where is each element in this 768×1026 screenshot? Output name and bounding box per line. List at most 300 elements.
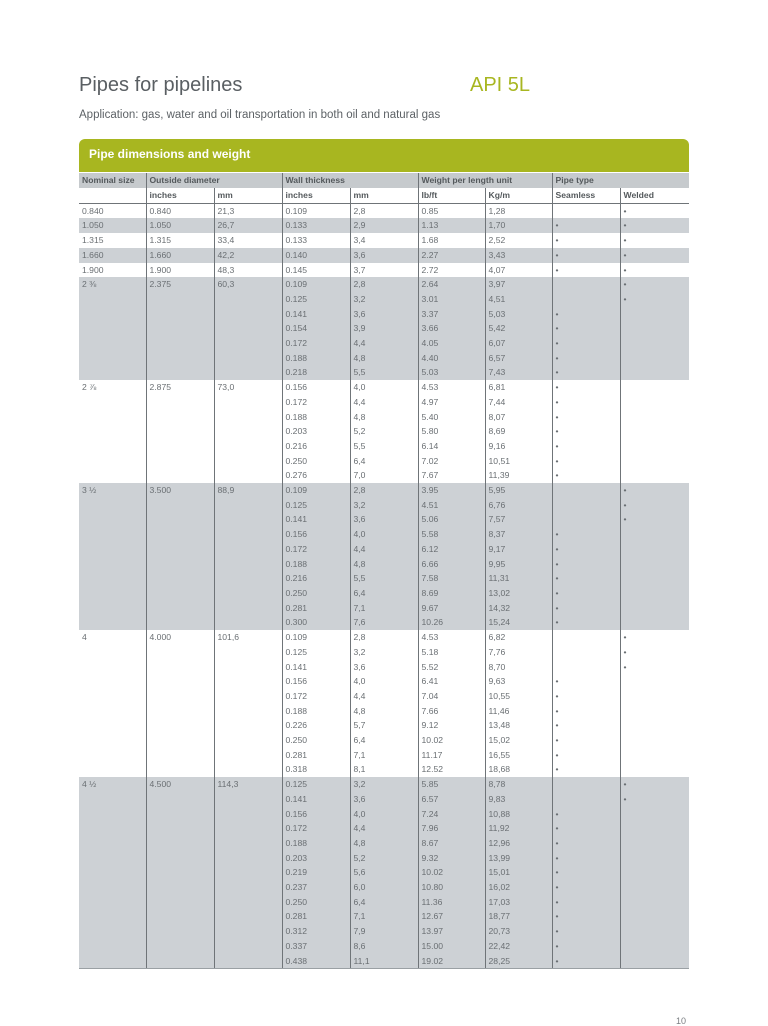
cell-nominal-size: 1.315 [82,235,104,246]
cell-lb-ft: 7.04 [418,689,485,704]
subheader-od-mm: mm [214,188,282,203]
cell-lb-ft: 4.40 [418,351,485,366]
cell-wt-mm: 3,6 [350,660,418,675]
cell-od-mm: 73,0 [214,380,282,395]
subheader-wt-inches: inches [282,188,350,203]
header-weight-per-length: Weight per length unit [418,173,552,188]
cell-od-mm [214,718,282,733]
cell-wt-inches: 0.281 [282,748,350,763]
cell-kg-m: 13,02 [485,586,552,601]
cell-wt-mm: 5,5 [350,365,418,380]
cell-od-mm [214,586,282,601]
cell-wt-inches: 0.156 [282,807,350,822]
cell-od-inches [146,351,214,366]
cell-nominal-size [79,939,146,954]
cell-welded [620,748,689,763]
cell-kg-m: 5,42 [485,321,552,336]
cell-lb-ft: 15.00 [418,939,485,954]
cell-seamless: • [552,468,620,483]
cell-welded [620,439,689,454]
cell-nominal-size [79,601,146,616]
cell-lb-ft: 1.13 [418,218,485,233]
cell-seamless: • [552,807,620,822]
table-row [79,586,689,601]
cell-od-mm [214,365,282,380]
cell-wt-inches: 0.250 [282,733,350,748]
cell-od-inches [146,865,214,880]
cell-nominal-size [79,718,146,733]
cell-wt-inches: 0.141 [282,792,350,807]
cell-welded [620,762,689,777]
cell-od-inches [146,954,214,969]
cell-wt-inches: 0.141 [282,660,350,675]
table-row [79,660,689,675]
cell-wt-inches: 0.216 [282,571,350,586]
table-row [79,718,689,733]
cell-kg-m: 10,88 [485,807,552,822]
cell-kg-m: 8,70 [485,660,552,675]
cell-seamless [552,483,620,498]
cell-wt-mm: 3,6 [350,307,418,322]
cell-od-mm: 88,9 [214,483,282,498]
cell-welded [620,527,689,542]
table-row [79,704,689,719]
cell-lb-ft: 7.58 [418,571,485,586]
table-row [79,630,689,645]
cell-od-inches [146,836,214,851]
cell-od-inches [146,748,214,763]
cell-welded: • [620,660,689,675]
cell-lb-ft: 3.37 [418,307,485,322]
cell-lb-ft: 4.05 [418,336,485,351]
cell-lb-ft: 5.58 [418,527,485,542]
cell-nominal-size [79,836,146,851]
cell-seamless: • [552,689,620,704]
cell-od-inches [146,527,214,542]
cell-kg-m: 22,42 [485,939,552,954]
page-number: 10 [676,1016,687,1026]
cell-wt-mm: 2,8 [350,277,418,292]
cell-od-mm [214,527,282,542]
cell-kg-m: 5,03 [485,307,552,322]
cell-nominal-size [79,410,146,425]
cell-wt-inches: 0.188 [282,351,350,366]
cell-lb-ft: 4.53 [418,380,485,395]
cell-welded: • [620,233,689,248]
cell-welded [620,851,689,866]
cell-wt-inches: 0.109 [282,203,350,218]
cell-welded [620,718,689,733]
table-row [79,512,689,527]
cell-wt-inches: 0.141 [282,307,350,322]
cell-nominal-size [79,498,146,513]
cell-kg-m: 15,02 [485,733,552,748]
cell-lb-ft: 6.12 [418,542,485,557]
cell-wt-mm: 5,7 [350,718,418,733]
cell-nominal-size: 4 [82,632,87,643]
cell-kg-m: 2,52 [485,233,552,248]
cell-od-mm [214,939,282,954]
cell-lb-ft: 4.97 [418,395,485,410]
cell-wt-inches: 0.140 [282,248,350,263]
cell-od-inches [146,615,214,630]
cell-seamless [552,645,620,660]
cell-od-mm [214,307,282,322]
cell-od-inches [146,468,214,483]
cell-lb-ft: 5.52 [418,660,485,675]
subheader-od-inches: inches [146,188,214,203]
cell-lb-ft: 8.69 [418,586,485,601]
cell-od-inches [146,851,214,866]
cell-seamless: • [552,395,620,410]
table-subheader [79,188,689,203]
cell-lb-ft: 7.66 [418,704,485,719]
cell-welded [620,454,689,469]
cell-welded: • [620,792,689,807]
cell-seamless: • [552,909,620,924]
cell-od-inches [146,909,214,924]
cell-od-mm [214,424,282,439]
cell-nominal-size [79,542,146,557]
cell-wt-inches: 0.226 [282,718,350,733]
cell-od-mm [214,395,282,410]
cell-welded: • [620,277,689,292]
cell-lb-ft: 7.24 [418,807,485,822]
cell-nominal-size: 1.660 [79,248,146,263]
cell-welded [620,601,689,616]
table-row [79,689,689,704]
cell-od-inches [146,792,214,807]
cell-od-mm [214,836,282,851]
cell-wt-inches: 0.300 [282,615,350,630]
page-title: Pipes for pipelines [79,74,243,96]
table-row [79,777,689,792]
cell-seamless: • [552,321,620,336]
cell-od-inches [146,807,214,822]
cell-seamless: • [552,836,620,851]
cell-wt-mm: 6,4 [350,733,418,748]
cell-seamless: • [552,351,620,366]
table-row [79,263,689,278]
cell-od-mm [214,924,282,939]
table-row [79,895,689,910]
table-row [79,807,689,822]
cell-kg-m: 6,76 [485,498,552,513]
cell-nominal-size [79,454,146,469]
cell-lb-ft: 11.17 [418,748,485,763]
cell-wt-inches: 0.318 [282,762,350,777]
cell-wt-mm: 2,8 [350,483,418,498]
cell-welded [620,586,689,601]
cell-welded [620,807,689,822]
cell-od-inches [146,645,214,660]
cell-welded [620,704,689,719]
cell-od-mm [214,689,282,704]
cell-seamless: • [552,439,620,454]
cell-lb-ft: 7.02 [418,454,485,469]
cell-wt-inches: 0.172 [282,336,350,351]
cell-nominal-size [79,792,146,807]
cell-wt-mm: 3,2 [350,645,418,660]
cell-od-inches: 4.000 [146,630,214,645]
cell-wt-mm: 5,2 [350,851,418,866]
cell-seamless: • [552,939,620,954]
cell-kg-m: 9,17 [485,542,552,557]
cell-lb-ft: 1.68 [418,233,485,248]
cell-od-inches [146,454,214,469]
cell-lb-ft: 5.06 [418,512,485,527]
cell-od-mm [214,321,282,336]
cell-welded: • [620,630,689,645]
cell-od-mm: 60,3 [214,277,282,292]
header-outside-diameter: Outside diameter [146,173,282,188]
cell-seamless [552,660,620,675]
cell-welded: • [620,645,689,660]
cell-od-mm [214,351,282,366]
cell-wt-mm: 4,4 [350,821,418,836]
cell-od-mm [214,704,282,719]
cell-welded: • [620,512,689,527]
cell-kg-m: 18,68 [485,762,552,777]
cell-seamless [552,512,620,527]
cell-od-mm [214,851,282,866]
cell-od-mm [214,807,282,822]
cell-seamless [552,777,620,792]
cell-wt-inches: 0.172 [282,542,350,557]
cell-od-inches: 3.500 [146,483,214,498]
cell-od-inches [146,571,214,586]
cell-seamless: • [552,895,620,910]
cell-od-inches [146,542,214,557]
cell-kg-m: 8,69 [485,424,552,439]
table-row [79,380,689,395]
cell-seamless: • [552,410,620,425]
cell-wt-inches: 0.250 [282,454,350,469]
cell-od-inches [146,718,214,733]
cell-nominal-size: 2 ⅜ [79,277,146,292]
cell-lb-ft: 9.32 [418,851,485,866]
cell-lb-ft: 11.36 [418,895,485,910]
header-nominal-size: Nominal size [79,173,146,188]
cell-nominal-size [79,292,146,307]
cell-welded [620,571,689,586]
cell-wt-mm: 6,4 [350,586,418,601]
table-row [79,924,689,939]
table-row [79,939,689,954]
cell-od-inches [146,895,214,910]
cell-kg-m: 13,99 [485,851,552,866]
cell-seamless: • [552,821,620,836]
cell-lb-ft: 5.03 [418,365,485,380]
cell-od-inches: 2.875 [146,380,214,395]
cell-seamless: • [552,557,620,572]
cell-wt-inches: 0.133 [282,218,350,233]
cell-od-inches: 1.315 [146,233,214,248]
cell-kg-m: 11,31 [485,571,552,586]
cell-seamless: • [552,762,620,777]
cell-wt-inches: 0.125 [282,777,350,792]
cell-od-inches [146,321,214,336]
cell-nominal-size [79,851,146,866]
cell-lb-ft: 10.26 [418,615,485,630]
cell-seamless: • [552,218,620,233]
table-row [79,601,689,616]
cell-seamless: • [552,924,620,939]
cell-welded [620,689,689,704]
cell-od-mm [214,410,282,425]
cell-wt-mm: 6,0 [350,880,418,895]
subheader-lb-ft: lb/ft [418,188,485,203]
cell-wt-inches: 0.237 [282,880,350,895]
cell-od-mm [214,895,282,910]
cell-kg-m: 15,24 [485,615,552,630]
cell-welded [620,674,689,689]
cell-wt-inches: 0.125 [282,498,350,513]
cell-wt-mm: 3,2 [350,777,418,792]
cell-seamless [552,292,620,307]
cell-od-inches [146,307,214,322]
cell-kg-m: 3,97 [485,277,552,292]
table-row [79,277,689,292]
cell-wt-mm: 6,4 [350,895,418,910]
cell-nominal-size [79,762,146,777]
cell-wt-inches: 0.133 [282,233,350,248]
cell-nominal-size [79,557,146,572]
cell-lb-ft: 9.67 [418,601,485,616]
cell-welded [620,321,689,336]
cell-kg-m: 8,37 [485,527,552,542]
table-row [79,248,689,263]
table-row [79,321,689,336]
cell-kg-m: 16,02 [485,880,552,895]
cell-nominal-size [79,748,146,763]
cell-seamless: • [552,704,620,719]
cell-welded [620,395,689,410]
cell-welded [620,924,689,939]
cell-nominal-size [79,307,146,322]
cell-seamless: • [552,954,620,969]
cell-od-inches: 4.500 [146,777,214,792]
cell-welded [620,307,689,322]
subheader-kg-m: Kg/m [485,188,552,203]
cell-wt-inches: 0.156 [282,527,350,542]
cell-wt-inches: 0.203 [282,424,350,439]
subheader-nominal [79,188,146,203]
cell-wt-mm: 3,2 [350,292,418,307]
cell-seamless: • [552,865,620,880]
cell-lb-ft: 19.02 [418,954,485,969]
cell-od-inches: 1.660 [146,248,214,263]
cell-nominal-size [79,689,146,704]
cell-wt-mm: 3,6 [350,248,418,263]
cell-od-mm [214,660,282,675]
cell-wt-mm: 7,9 [350,924,418,939]
cell-od-mm [214,865,282,880]
header-pipe-type: Pipe type [552,173,689,188]
table-row [79,571,689,586]
table-row [79,748,689,763]
cell-lb-ft: 4.51 [418,498,485,513]
cell-welded: • [620,292,689,307]
cell-od-mm [214,336,282,351]
table-row [79,468,689,483]
cell-seamless: • [552,336,620,351]
table-row [79,454,689,469]
cell-od-inches [146,880,214,895]
cell-od-inches [146,674,214,689]
cell-wt-mm: 6,4 [350,454,418,469]
cell-wt-mm: 5,5 [350,571,418,586]
cell-nominal-size [79,615,146,630]
application-text: Application: gas, water and oil transportation in both oil and natural gas [79,109,441,121]
cell-seamless: • [552,733,620,748]
cell-od-inches [146,410,214,425]
cell-od-mm [214,557,282,572]
cell-od-inches [146,512,214,527]
cell-lb-ft: 5.40 [418,410,485,425]
cell-od-mm: 48,3 [214,263,282,278]
cell-nominal-size [79,527,146,542]
cell-nominal-size [79,807,146,822]
cell-od-inches: 1.050 [146,218,214,233]
cell-seamless: • [552,674,620,689]
cell-nominal-size [79,674,146,689]
table-row [79,836,689,851]
cell-welded [620,351,689,366]
cell-od-mm [214,454,282,469]
cell-nominal-size: 2 ⅞ [82,382,97,393]
cell-wt-inches: 0.172 [282,821,350,836]
cell-kg-m: 1,70 [485,218,552,233]
cell-wt-mm: 4,8 [350,410,418,425]
table-row [79,557,689,572]
cell-welded [620,939,689,954]
cell-wt-inches: 0.188 [282,557,350,572]
cell-od-mm [214,601,282,616]
cell-kg-m: 6,57 [485,351,552,366]
cell-kg-m: 3,43 [485,248,552,263]
cell-kg-m: 16,55 [485,748,552,763]
cell-seamless: • [552,307,620,322]
cell-lb-ft: 12.67 [418,909,485,924]
cell-wt-inches: 0.203 [282,851,350,866]
cell-kg-m: 15,01 [485,865,552,880]
cell-wt-inches: 0.188 [282,836,350,851]
table-row [79,909,689,924]
cell-wt-inches: 0.154 [282,321,350,336]
cell-kg-m: 4,07 [485,263,552,278]
cell-od-mm [214,645,282,660]
cell-wt-mm: 4,8 [350,351,418,366]
cell-welded: • [620,218,689,233]
cell-od-inches: 1.900 [146,263,214,278]
cell-lb-ft: 9.12 [418,718,485,733]
cell-nominal-size: 0.840 [82,205,104,216]
pipe-dimensions-table [79,173,689,969]
cell-kg-m: 1,28 [485,203,552,218]
cell-wt-inches: 0.281 [282,909,350,924]
cell-seamless: • [552,380,620,395]
cell-wt-inches: 0.125 [282,645,350,660]
cell-kg-m: 6,81 [485,380,552,395]
cell-kg-m: 20,73 [485,924,552,939]
cell-kg-m: 7,57 [485,512,552,527]
spec-label: API 5L [470,74,531,96]
cell-nominal-size [79,571,146,586]
cell-wt-inches: 0.125 [282,292,350,307]
cell-wt-mm: 3,6 [350,792,418,807]
cell-wt-mm: 5,5 [350,439,418,454]
